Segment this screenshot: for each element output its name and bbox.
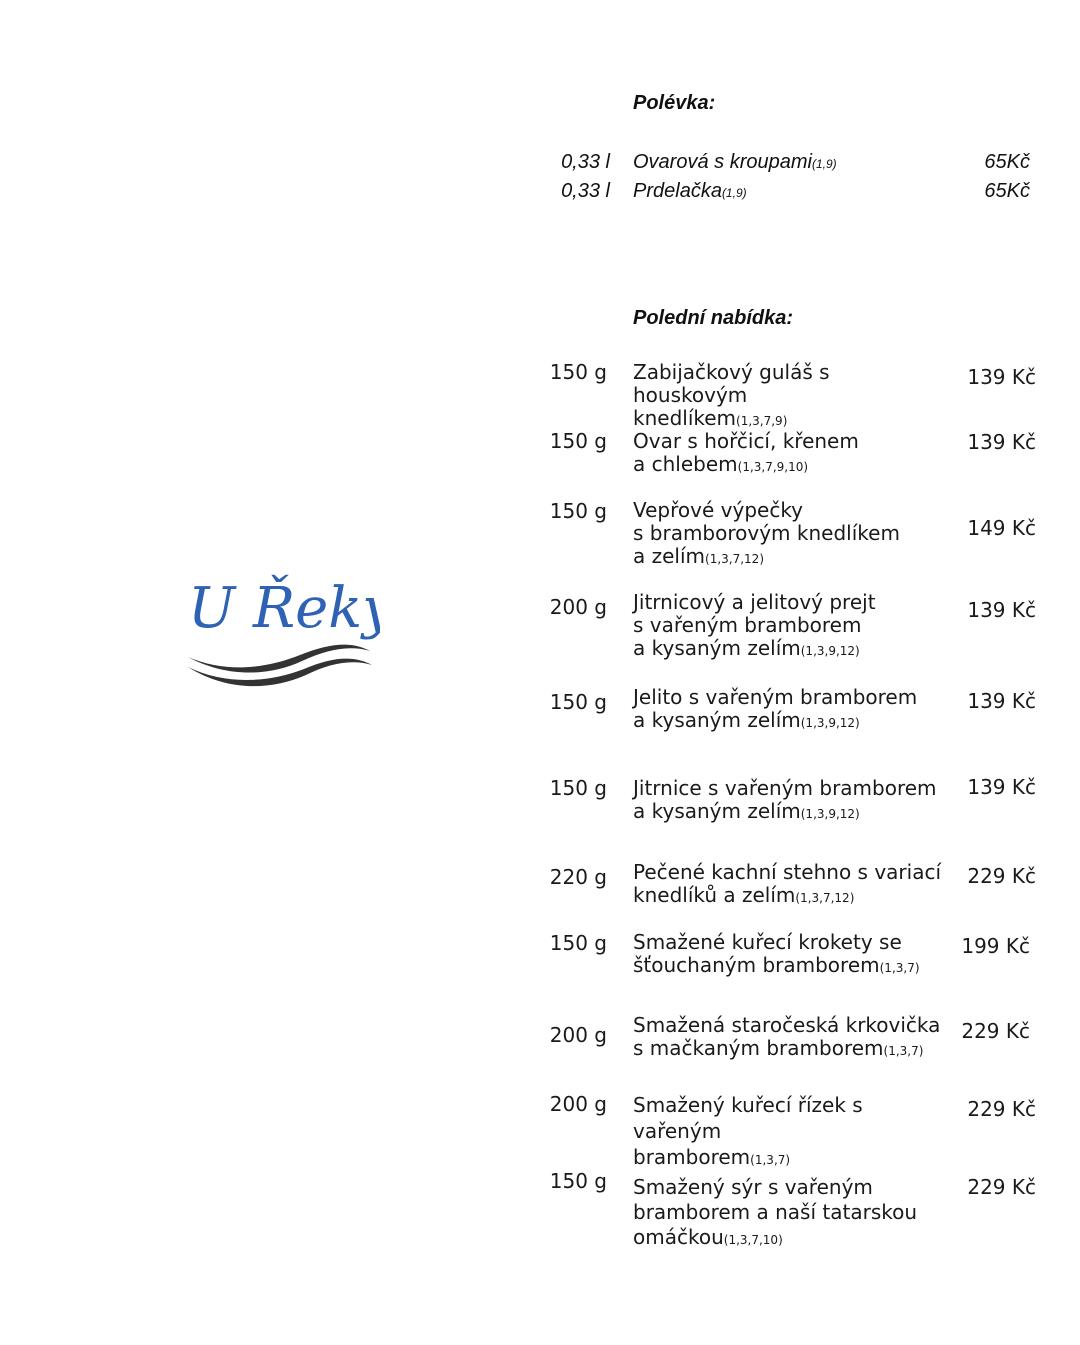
dish-price: 229 Kč (967, 1097, 1036, 1121)
dish-qty: 150 g (549, 429, 607, 453)
dish-qty: 150 g (549, 1169, 607, 1193)
dish-name: Zabijačkový guláš s houskovým knedlíkem(1,3,7,9) (633, 360, 830, 430)
allergen-codes: (1,3,7,12) (795, 891, 855, 905)
dish-price: 229 Kč (967, 1175, 1036, 1199)
allergen-codes: (1,3,7) (750, 1153, 791, 1167)
dish-qty: 200 g (549, 1092, 607, 1116)
dish-qty: 150 g (549, 360, 607, 384)
dish-price: 139 Kč (967, 430, 1036, 454)
dish-name: Smažená staročeská krkovička s mačkaným bramborem(1,3,7) (633, 1013, 941, 1060)
dish-name: Jitrnice s vařeným bramborem a kysaným zelím(1,3,9,12) (633, 776, 937, 823)
dish-name: Pečené kachní stehno s variací knedlíků a zelím(1,3,7,12) (633, 860, 942, 907)
allergen-codes: (1,9) (721, 186, 747, 200)
dish-price: 139 Kč (967, 775, 1036, 799)
dish-price: 139 Kč (967, 598, 1036, 622)
dish-price: 139 Kč (967, 689, 1036, 713)
dish-price: 139 Kč (967, 365, 1036, 389)
soup-qty: 0,33 l (561, 180, 610, 202)
dish-qty: 150 g (549, 776, 607, 800)
soup-price: 65Kč (984, 151, 1030, 173)
allergen-codes: (1,3,9,12) (800, 807, 860, 821)
dish-qty: 200 g (549, 595, 607, 619)
soup-qty: 0,33 l (561, 151, 610, 173)
allergen-codes: (1,3,7,9) (736, 414, 788, 428)
dish-price: 229 Kč (961, 1019, 1030, 1043)
allergen-codes: (1,3,7,10) (723, 1233, 783, 1247)
dish-qty: 150 g (549, 931, 607, 955)
dish-qty: 150 g (549, 499, 607, 523)
dish-name: Vepřové výpečky s bramborovým knedlíkem a zelím(1,3,7,12) (633, 498, 900, 568)
logo-graphic (180, 545, 380, 695)
dish-price: 149 Kč (967, 516, 1036, 540)
allergen-codes: (1,3,7,9,10) (737, 460, 809, 474)
allergen-codes: (1,3,9,12) (800, 644, 860, 658)
dish-name: Smažený sýr s vařeným bramborem a naší tatarskou omáčkou(1,3,7,10) (633, 1175, 918, 1249)
logo-wordmark: U Řeky (188, 576, 380, 641)
dish-price: 229 Kč (967, 864, 1036, 888)
allergen-codes: (1,3,9,12) (800, 716, 860, 730)
soup-name: Prdelačka(1,9) (633, 180, 747, 202)
allergen-codes: (1,3,7) (879, 961, 920, 975)
allergen-codes: (1,3,7) (883, 1044, 924, 1058)
restaurant-logo (180, 545, 380, 695)
lunch-heading: Polední nabídka: (633, 307, 794, 329)
soup-heading: Polévka: (633, 92, 716, 114)
wave-top (188, 645, 370, 673)
soup-price: 65Kč (984, 180, 1030, 202)
dish-qty: 200 g (549, 1023, 607, 1047)
allergen-codes: (1,3,7,12) (705, 552, 764, 566)
dish-name: Smažený kuřecí řízek s vařeným bramborem(1,3,7) (633, 1093, 863, 1169)
dish-name: Jelito s vařeným bramborem a kysaným zelím(1,3,9,12) (633, 685, 918, 732)
dish-price: 199 Kč (961, 934, 1030, 958)
dish-qty: 150 g (549, 690, 607, 714)
dish-qty: 220 g (549, 865, 607, 889)
dish-name: Jitrnicový a jelitový prejt s vařeným bramborem a kysaným zelím(1,3,9,12) (633, 590, 876, 660)
allergen-codes: (1,9) (811, 157, 837, 171)
dish-name: Ovar s hořčicí, křenem a chlebem(1,3,7,9,10) (633, 429, 859, 476)
dish-name: Smažené kuřecí krokety se šťouchaným bramborem(1,3,7) (633, 930, 920, 977)
soup-name: Ovarová s kroupami(1,9) (633, 151, 837, 173)
